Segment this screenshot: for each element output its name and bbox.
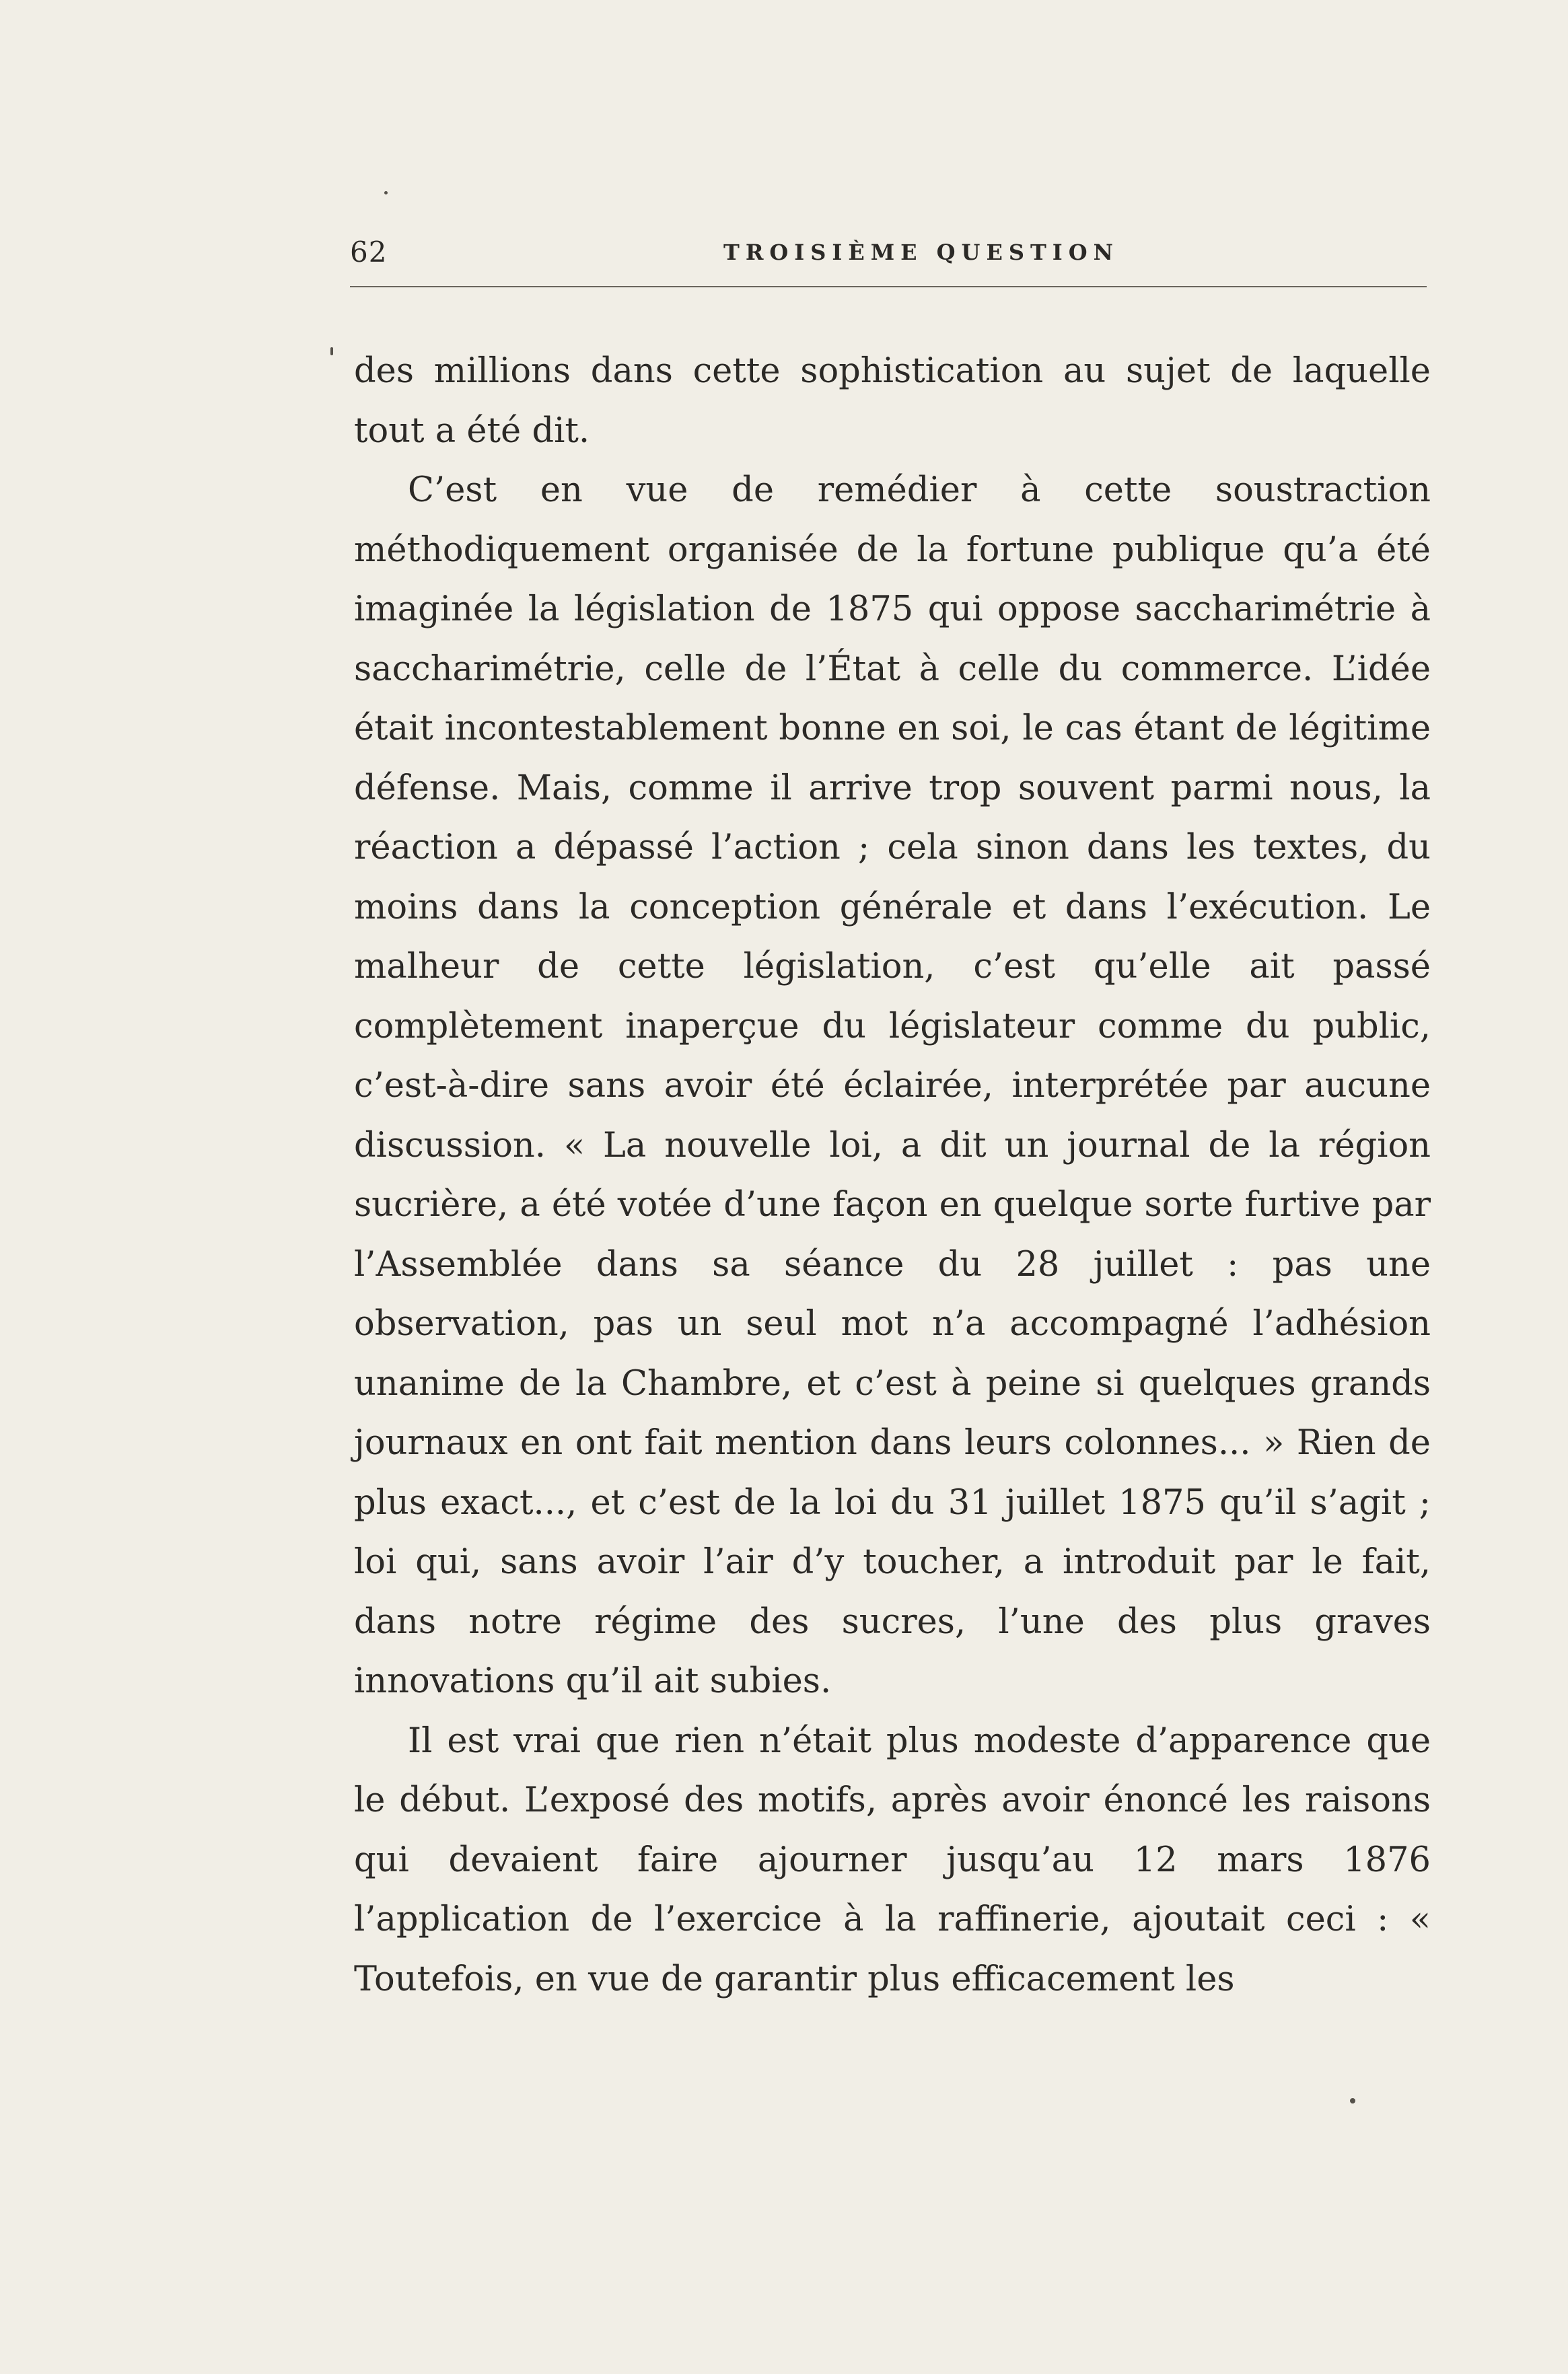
running-head: TROISIÈME QUESTION — [723, 240, 1119, 265]
header-rule — [350, 286, 1427, 287]
paragraph: C’est en vue de remédier à cette soustraction méthodiquement organisée de la fortune publique qu’a été imaginée la législation de 1875 qui oppose saccharimétrie à saccharimétrie, celle de l’État à celle du commerce. L’idée était incontestablement bonne en soi, le cas étant de légitime défense. Mais, comme il arrive trop souvent parmi nous, la réaction a dépassé l’action ; cela sinon dans les textes, du moins dans la conception générale et dans l’exécution. Le malheur de cette législation, c’est qu’elle ait passé complètement inaperçue du législateur comme du public, c’est-à-dire sans avoir été éclairée, interprétée par aucune discussion. « La nouvelle loi, a dit un journal de la région sucrière, a été votée d’une façon en quelque sorte furtive par l’Assemblée dans sa séance du 28 juillet : pas une observation, pas un seul mot n’a accompagné l’adhésion unanime de la Chambre, et c’est à peine si quelques grands journaux en ont fait mention dans leurs colonnes... » Rien de plus exact..., et c’est de la loi du 31 juillet 1875 qu’il s’agit ; loi qui, sans avoir l’air d’y toucher, a introduit par le fait, dans notre régime des sucres, l’une des plus graves innovations qu’il ait subies. — [354, 470, 1431, 1701]
paragraph: Il est vrai que rien n’était plus modeste d’apparence que le début. L’exposé des motifs, après avoir énoncé les raisons qui devaient faire ajourner jusqu’au 12 mars 1876 l’application de l’exercice à la raffinerie, ajoutait ceci : « Toutefois, en vue de garantir plus efficacement les — [354, 1721, 1431, 1999]
paper-speck — [1350, 2098, 1355, 2103]
body-text — [354, 342, 1431, 2009]
paragraph-continued: des millions dans cette sophistication au sujet de laquelle tout a été dit. — [354, 351, 1431, 451]
paper-speck — [384, 191, 388, 194]
page-number: 62 — [350, 236, 388, 268]
paper-speck — [330, 347, 333, 355]
page-header — [350, 232, 1427, 273]
